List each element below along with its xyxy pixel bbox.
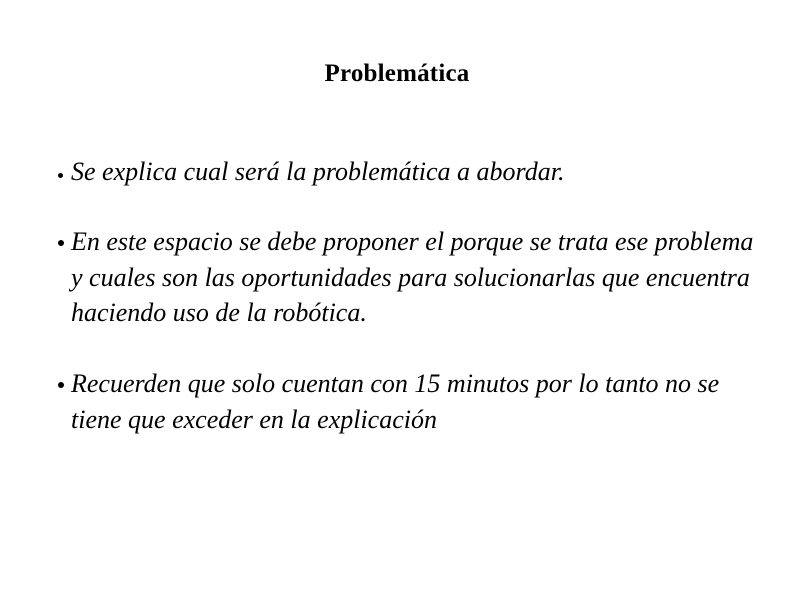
slide-title-text: Problemática (324, 60, 470, 87)
slide-title (0, 58, 794, 90)
bullet-point-icon (58, 240, 64, 246)
bullet-point-icon (58, 173, 63, 178)
bullet-item-2: En este espacio se debe proponer el porque se trata ese problema y cuales son las oportunidades para solucionarlas que encuentra haciendo uso de la robótica. (71, 227, 754, 327)
bullet-item-3: Recuerden que solo cuentan con 15 minutos por lo tanto no se tiene que exceder en la explicación (71, 369, 720, 434)
bullet-item-1: Se explica cual será la problemática a abordar. (71, 157, 565, 186)
bullet-point-icon (58, 382, 64, 388)
